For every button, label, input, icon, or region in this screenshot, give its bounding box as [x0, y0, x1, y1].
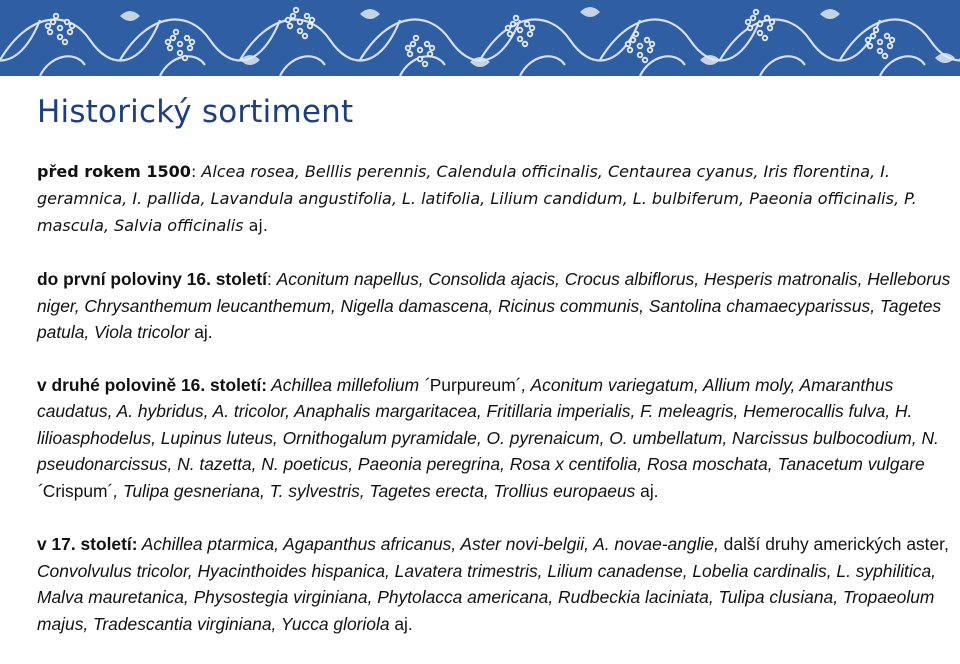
para-segment: před rokem 1500 — [37, 162, 191, 181]
para-segment: , Aconitum variegatum, Allium moly, Amaranthus caudatus, A. hybridus, A. tricolor, Anaphalis margaritacea, Fritillaria imperialis, F. meleagris, Hemerocallis fulva, H. lilioasphodelus, Lupinus luteus, Ornithogalum pyramidale, O. pyrenaicum, O. umbellatum, Narcissus bulbocodium, N. pseudonarcissus, N. tazetta, N. poeticus, Paeonia peregrina, Rosa x centifolia, Rosa moschata, Tanacetum vulgare ´ — [37, 374, 939, 501]
para-segment: aj. — [389, 613, 413, 634]
para-segment: Purpureum´ — [429, 374, 522, 395]
document-body — [37, 158, 960, 664]
banner-pattern-graphic — [0, 0, 960, 76]
para-segment: : — [266, 269, 277, 289]
para-segment: Achillea millefolium ´ — [267, 374, 430, 395]
decorative-banner — [0, 0, 960, 76]
para-segment: Crispum´ — [42, 480, 114, 501]
para-segment: : — [190, 162, 202, 181]
paragraph-17th-century — [37, 531, 960, 637]
para-segment: další druhy amerických aster, — [718, 534, 949, 554]
para-segment: aj. — [189, 322, 213, 342]
paragraph-before-1500 — [37, 158, 960, 239]
para-segment: Achillea ptarmica, Agapanthus africanus, Aster novi-belgii, A. novae-anglie, — [137, 534, 719, 554]
paragraph-late-16th-century — [37, 372, 960, 505]
para-segment: v druhé polovině 16. století: — [37, 374, 267, 395]
para-segment: Aconitum napellus, Consolida ajacis, Crocus albiflorus, Hesperis matronalis, Helleborus niger, Chrysanthemum leucanthemum, Nigella damascena, Ricinus communis, Santolina chamaecyparissus, Tagetes patula, Viola tricolor — [37, 269, 951, 342]
para-segment: Alcea rosea, Belllis perennis, Calendula officinalis, Centaurea cyanus, Iris florentina, I. geramnica, I. pallida, Lavandula angustifolia, L. latifolia, Lilium candidum, L. bulbiferum, Paeonia officinalis, P. mascula, Salvia officinalis — [37, 162, 917, 235]
para-segment: aj. — [635, 480, 659, 501]
para-segment: do první poloviny 16. století — [37, 269, 267, 289]
para-segment: Convolvulus tricolor, Hyacinthoides hispanica, Lavatera trimestris, Lilium canadense, Lobelia cardinalis, L. syphilitica, Malva mauretanica, Physostegia virginiana, Phytolacca americana, Rudbeckia laciniata, Tulipa clusiana, Tropaeolum majus, Tradescantia virginiana, Yucca gloriola — [37, 560, 936, 634]
page-title: Historický sortiment — [37, 94, 354, 130]
para-segment: v 17. století: — [37, 534, 138, 554]
paragraph-early-16th-century — [37, 266, 960, 346]
para-segment: aj. — [243, 216, 268, 235]
para-segment: , Tulipa gesneriana, T. sylvestris, Tagetes erecta, Trollius europaeus — [113, 480, 636, 501]
